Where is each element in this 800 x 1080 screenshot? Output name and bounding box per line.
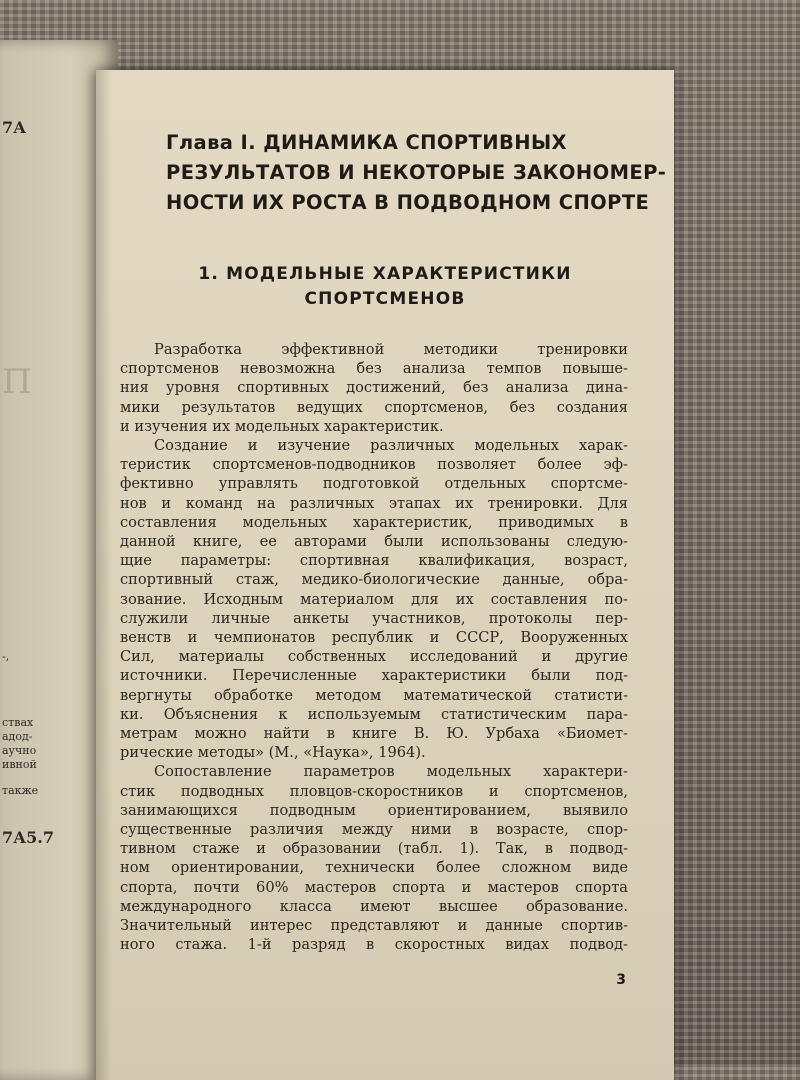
text-line: данной книге, ее авторами были использованы следую- [120,533,628,551]
left-page-fragment-code: 7А5.7 [2,828,54,847]
paragraph-3 [120,762,628,954]
chapter-title-line: НОСТИ ИХ РОСТА В ПОДВОДНОМ СПОРТЕ [166,191,650,214]
text-line: спортсменов невозможна без анализа темпов повыше- [120,360,628,378]
chapter-title-line: Глава I. ДИНАМИКА СПОРТИВНЫХ [166,131,567,154]
page-number: 3 [616,972,626,988]
text-line: и изучения их модельных характеристик. [120,417,444,435]
text-line: тивном стаже и образовании (табл. 1). Так, в подвод- [120,840,628,858]
paragraph-1 [120,340,628,436]
left-page-fragment-1: адод- [2,730,33,743]
text-line: Сопоставление параметров модельных характери- [154,763,628,781]
left-page-fragment-top: 7А [2,118,27,137]
text-line: венств и чемпионатов республик и СССР, Вооруженных [120,629,628,647]
text-line: щие параметры: спортивная квалификация, возраст, [120,552,628,570]
text-line: зование. Исходным материалом для их составления по- [120,590,628,608]
text-line: Разработка эффективной методики тренировки [154,341,628,358]
left-page-ghost-letter: П [2,362,32,402]
text-line: рические методы» (М., «Наука», 1964). [120,744,426,762]
text-line: источники. Перечисленные характеристики были под- [120,667,628,685]
text-line: спорта, почти 60% мастеров спорта и мастеров спорта [120,878,628,896]
body-text [120,340,628,955]
text-line: ном ориентировании, технически более сложном виде [120,859,628,877]
book-page [96,70,674,1080]
text-line: Создание и изучение различных модельных харак- [154,437,628,455]
text-line: нов и команд на различных этапах их тренировки. Для [120,494,628,512]
text-line: служили личные анкеты участников, протоколы пер- [120,609,628,627]
section-title-line: СПОРТСМЕНОВ [304,289,466,309]
chapter-title-line: РЕЗУЛЬТАТОВ И НЕКОТОРЫЕ ЗАКОНОМЕР- [166,161,667,184]
text-line: спортивный стаж, медико-биологические данные, обра- [120,571,628,589]
text-line: международного класса имеют высшее образование. [120,897,628,915]
text-line: стик подводных пловцов-скоростников и спортсменов, [120,782,628,800]
left-page-fragment-3: ивной [2,758,37,771]
text-line: составления модельных характеристик, приводимых в [120,513,628,531]
text-line: мики результатов ведущих спортсменов, без создания [120,398,628,416]
text-line: Значительный интерес представляют и данные спортив- [120,917,628,935]
text-line: ного стажа. 1-й разряд в скоростных видах подвод- [120,936,628,954]
left-page-fragment-dash: -, [2,650,10,663]
text-line: занимающихся подводным ориентированием, выявило [120,801,628,819]
text-line: Сил, материалы собственных исследований и другие [120,648,628,666]
text-line: теристик спортсменов-подводников позволяет более эф- [120,456,628,474]
text-line: метрам можно найти в книге В. Ю. Урбаха «Биомет- [120,725,628,743]
chapter-title [166,128,667,218]
section-title [96,262,674,312]
left-page-fragment-0: ствах [2,716,34,729]
left-page-fragment-tak: также [2,784,39,797]
paragraph-2 [120,436,628,762]
text-line: ки. Объяснения к используемым статистическим пара- [120,705,628,723]
section-title-line: 1. МОДЕЛЬНЫЕ ХАРАКТЕРИСТИКИ [198,264,572,284]
text-line: фективно управлять подготовкой отдельных спортсме- [120,475,628,493]
text-line: вергнуты обработке методом математической статисти- [120,686,628,704]
text-line: существенные различия между ними в возрасте, спор- [120,821,628,839]
text-line: ния уровня спортивных достижений, без анализа дина- [120,379,628,397]
left-page-fragment-2: аучно [2,744,37,757]
